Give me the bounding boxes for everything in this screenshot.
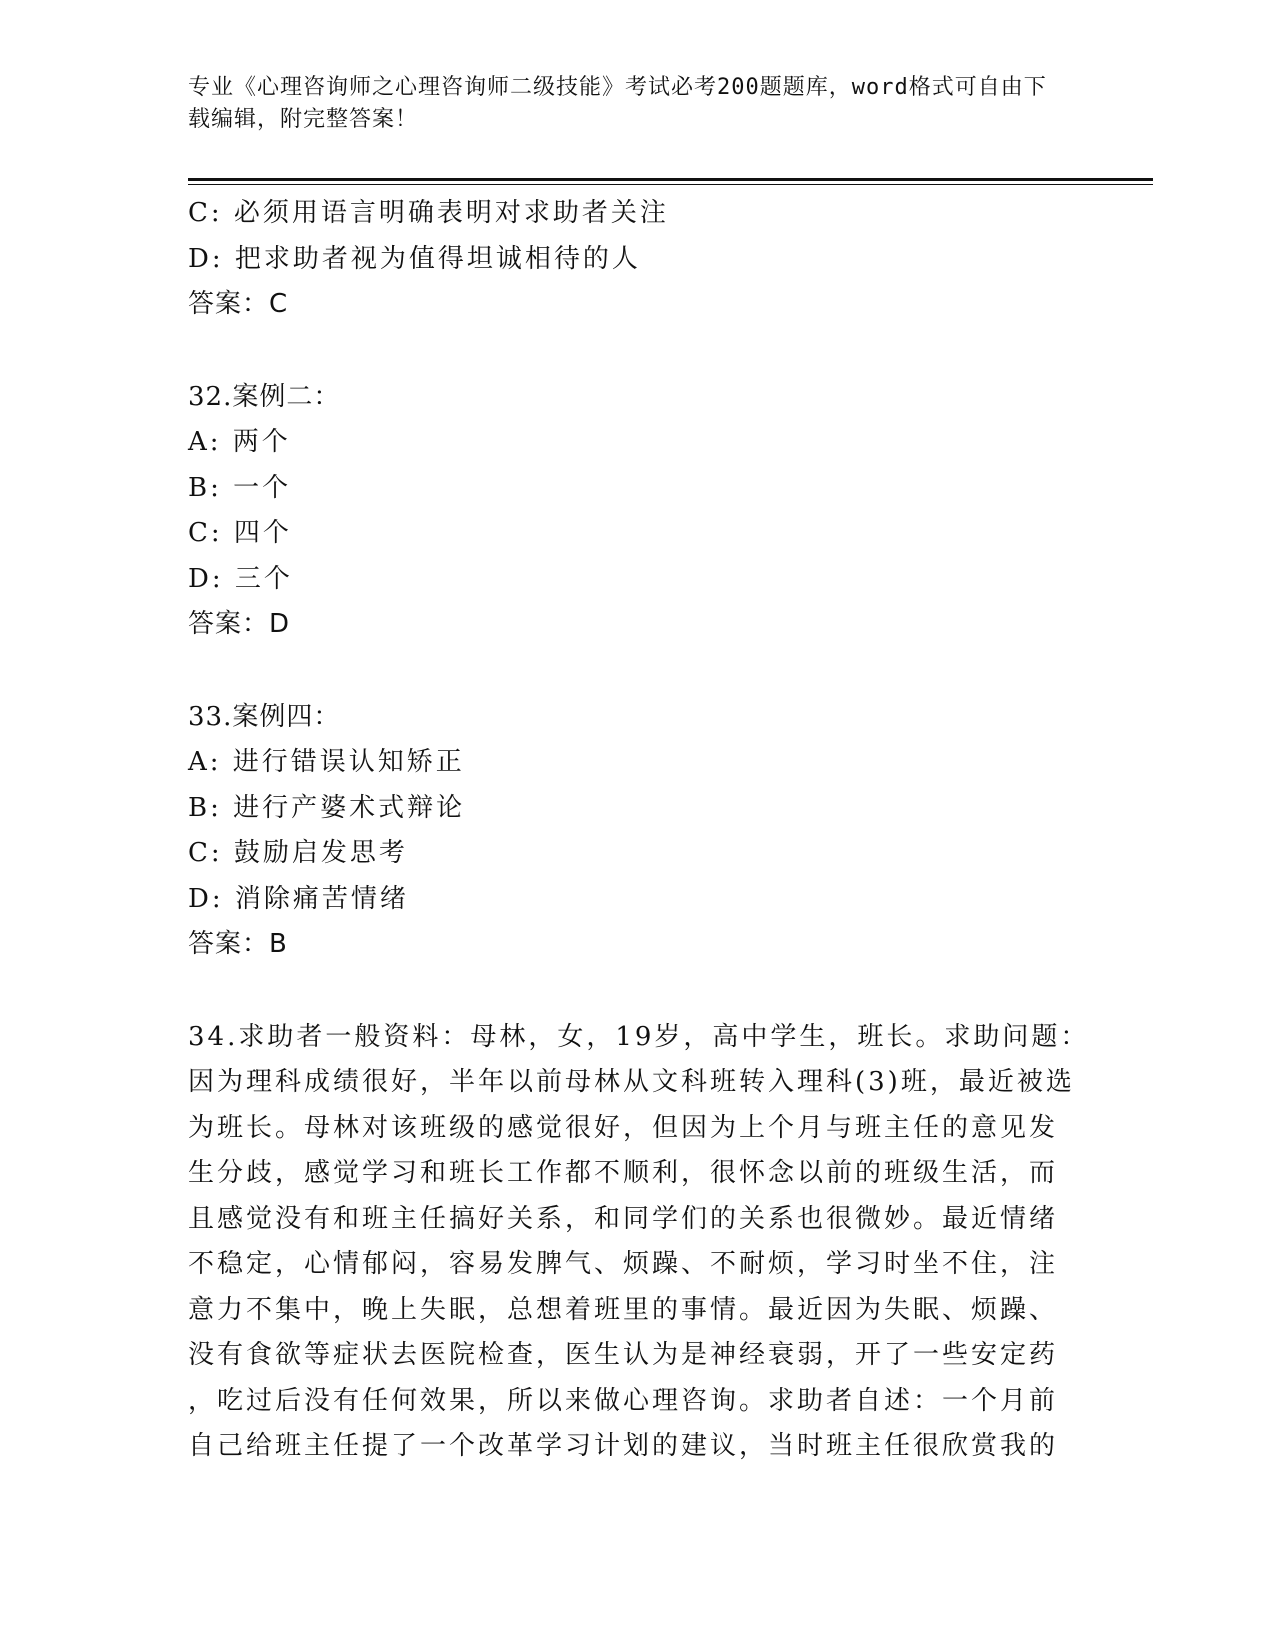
option-a: A: 两个	[188, 427, 291, 457]
question-34-line: 且感觉没有和班主任搞好关系，和同学们的关系也很微妙。最近情绪	[188, 1203, 1059, 1234]
question-34-line: ，吃过后没有任何效果，所以来做心理咨询。求助者自述：一个月前	[188, 1385, 1059, 1416]
question-34-line: 为班长。母林对该班级的感觉很好，但因为上个月与班主任的意见发	[188, 1112, 1059, 1143]
answer-line: 答案：C	[188, 289, 289, 319]
question-title: 32.案例二：	[188, 381, 341, 412]
question-34-line: 没有食欲等症状去医院检查，医生认为是神经衰弱，开了一些安定药	[188, 1340, 1059, 1370]
question-34-line: 因为理科成绩很好，半年以前母林从文科班转入理科(3)班，最近被选	[188, 1067, 1075, 1097]
question-content	[188, 191, 1088, 1470]
question-32-block	[188, 375, 1088, 648]
question-34-line: 生分歧，感觉学习和班长工作都不顺利，很怀念以前的班级生活，而	[188, 1158, 1059, 1188]
header-rule-thick	[188, 178, 1153, 181]
option-c: C: 鼓励启发思考	[188, 838, 408, 868]
question-31-block	[188, 191, 1088, 328]
option-c: C: 必须用语言明确表明对求助者关注	[188, 198, 669, 228]
question-34-block	[188, 1015, 1088, 1470]
question-34-line: 自己给班主任提了一个改革学习计划的建议，当时班主任很欣赏我的	[188, 1431, 1059, 1461]
header-rule-thin	[188, 184, 1153, 185]
option-c: C: 四个	[188, 518, 292, 548]
option-a: A: 进行错误认知矫正	[188, 747, 465, 777]
question-34-line: 意力不集中，晚上失眠，总想着班里的事情。最近因为失眠、烦躁、	[188, 1294, 1059, 1325]
option-d: D: 消除痛苦情绪	[188, 883, 409, 914]
answer-line: 答案：D	[188, 609, 291, 639]
option-d: D: 三个	[188, 563, 293, 594]
option-d: D: 把求助者视为值得坦诚相待的人	[188, 243, 641, 274]
document-header: 专业《心理咨询师之心理咨询师二级技能》考试必考200题题库，word格式可自由下载编辑，附完整答案！	[188, 75, 1047, 132]
question-title: 33.案例四：	[188, 701, 341, 732]
answer-line: 答案：B	[188, 929, 288, 959]
option-b: B: 一个	[188, 472, 292, 503]
question-34-line: 34.求助者一般资料：母林，女，19岁，高中学生，班长。求助问题：	[188, 1021, 1090, 1052]
question-34-line: 不稳定，心情郁闷，容易发脾气、烦躁、不耐烦，学习时坐不住，注	[188, 1249, 1059, 1279]
option-b: B: 进行产婆术式辩论	[188, 792, 466, 823]
question-33-block	[188, 695, 1088, 968]
